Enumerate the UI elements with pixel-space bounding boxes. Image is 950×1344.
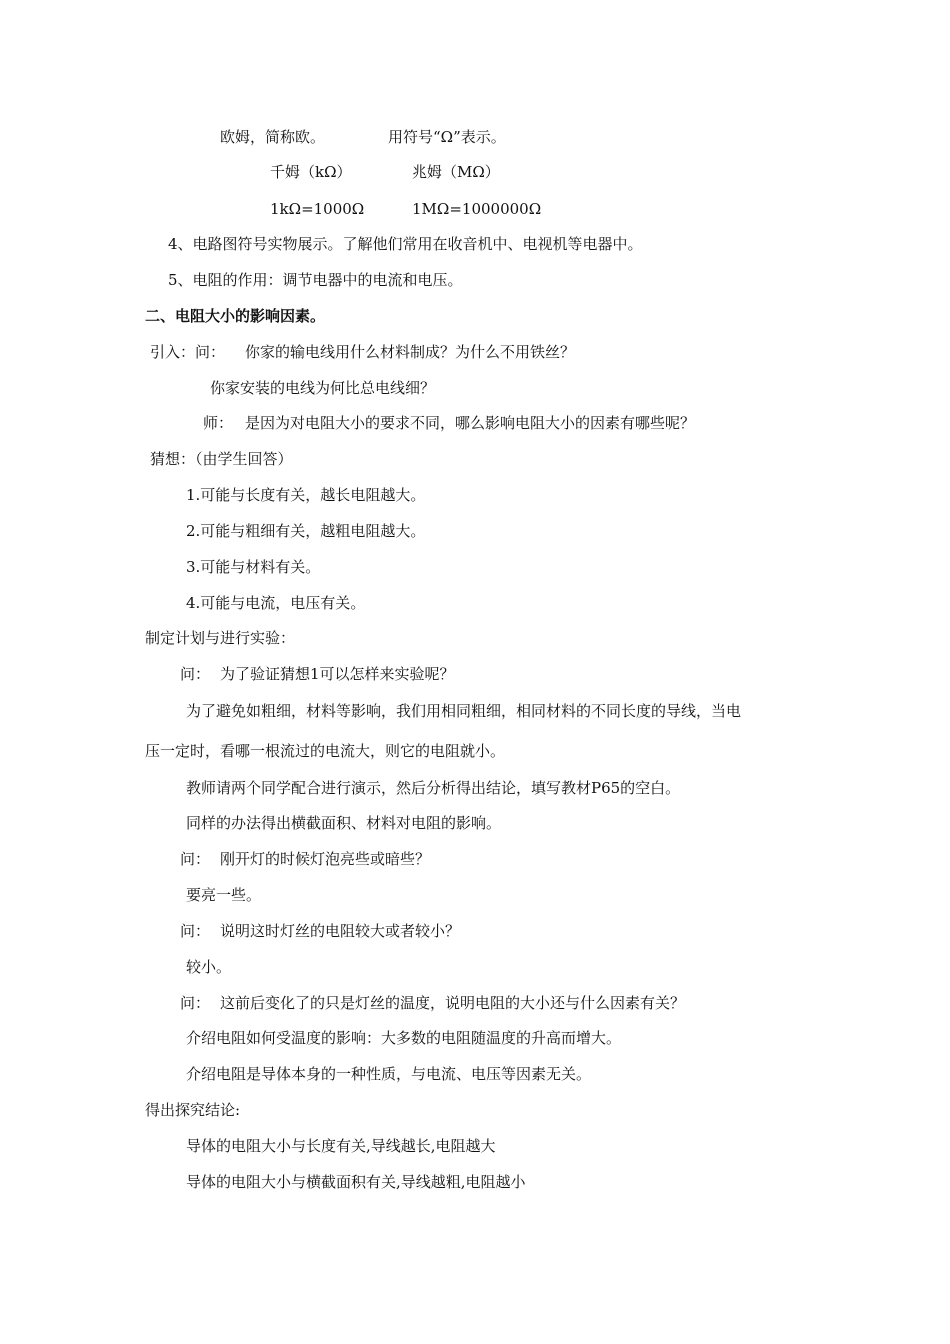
text-line-segment: 师： [203,414,234,432]
text-line: 5、电阻的作用：调节电器中的电流和电压。 [168,271,463,289]
text-line-segment: 引入：问： [150,343,226,361]
text-line [203,416,233,431]
text-line-segment: 为了验证猜想1可以怎样来实验呢？ [220,665,455,683]
text-line [245,416,695,431]
text-line: 4、电路图符号实物展示。了解他们常用在收音机中、电视机等电器中。 [168,235,643,253]
text-line-segment: 刚开灯的时候灯泡亮些或暗些？ [220,850,431,868]
text-line-segment: 千姆（kΩ） [270,163,352,181]
text-line: 为了避免如粗细，材料等影响，我们用相同粗细，相同材料的不同长度的导线，当电 [186,702,742,720]
text-line: 你家安装的电线为何比总电线细？ [210,379,436,397]
text-line [388,130,506,145]
text-line-segment: 问： [180,665,211,683]
text-line: 教师请两个同学配合进行演示，然后分析得出结论，填写教材P65的空白。 [186,779,681,797]
text-line: 制定计划与进行实验： [145,629,296,647]
text-line [220,996,685,1011]
text-line [270,202,364,217]
text-line-segment: 说明这时灯丝的电阻较大或者较小？ [220,922,461,940]
section-heading: 二、电阻大小的影响因素。 [145,307,326,325]
text-line: 导体的电阻大小与长度有关,导线越长,电阻越大 [186,1137,496,1155]
text-line [180,852,210,867]
text-line: 同样的办法得出横截面积、材料对电阻的影响。 [186,814,502,832]
text-line [220,924,460,939]
list-item: 2.可能与粗细有关，越粗电阻越大。 [186,522,426,540]
text-line [180,924,210,939]
text-line: 得出探究结论: [145,1101,241,1119]
text-line: 压一定时，看哪一根流过的电流大，则它的电阻就小。 [145,742,506,760]
list-item: 3.可能与材料有关。 [186,558,321,576]
text-line [150,345,225,360]
text-line-segment: 问： [180,922,211,940]
text-line [220,852,430,867]
text-line-segment: 问： [180,850,211,868]
text-line [270,165,352,180]
text-line [220,130,325,145]
text-line-segment: 问： [180,994,211,1012]
text-line [180,996,210,1011]
text-line-segment: 1kΩ=1000Ω [270,200,365,218]
text-line-segment: 用符号“Ω”表示。 [388,128,506,146]
text-line [245,345,575,360]
text-line-segment: 是因为对电阻大小的要求不同，哪么影响电阻大小的因素有哪些呢？ [245,414,696,432]
list-item: 1.可能与长度有关，越长电阻越大。 [186,486,426,504]
text-line [180,667,210,682]
text-line-segment: 欧姆，简称欧。 [220,128,326,146]
list-item: 4.可能与电流，电压有关。 [186,594,366,612]
text-line [412,202,541,217]
text-line: 导体的电阻大小与横截面积有关,导线越粗,电阻越小 [186,1173,526,1191]
text-line [220,667,455,682]
text-line: 介绍电阻是导体本身的一种性质，与电流、电压等因素无关。 [186,1065,592,1083]
text-line [412,165,500,180]
text-line-segment: 这前后变化了的只是灯丝的温度，说明电阻的大小还与什么因素有关？ [220,994,686,1012]
text-line: 猜想：（由学生回答） [150,450,293,468]
text-line-segment: 兆姆（MΩ） [412,163,500,181]
text-line-segment: 你家的输电线用什么材料制成？为什么不用铁丝？ [245,343,576,361]
text-line: 较小。 [186,958,232,976]
text-line: 介绍电阻如何受温度的影响：大多数的电阻随温度的升高而增大。 [186,1029,622,1047]
text-line-segment: 1MΩ=1000000Ω [412,200,542,218]
text-line: 要亮一些。 [186,886,262,904]
